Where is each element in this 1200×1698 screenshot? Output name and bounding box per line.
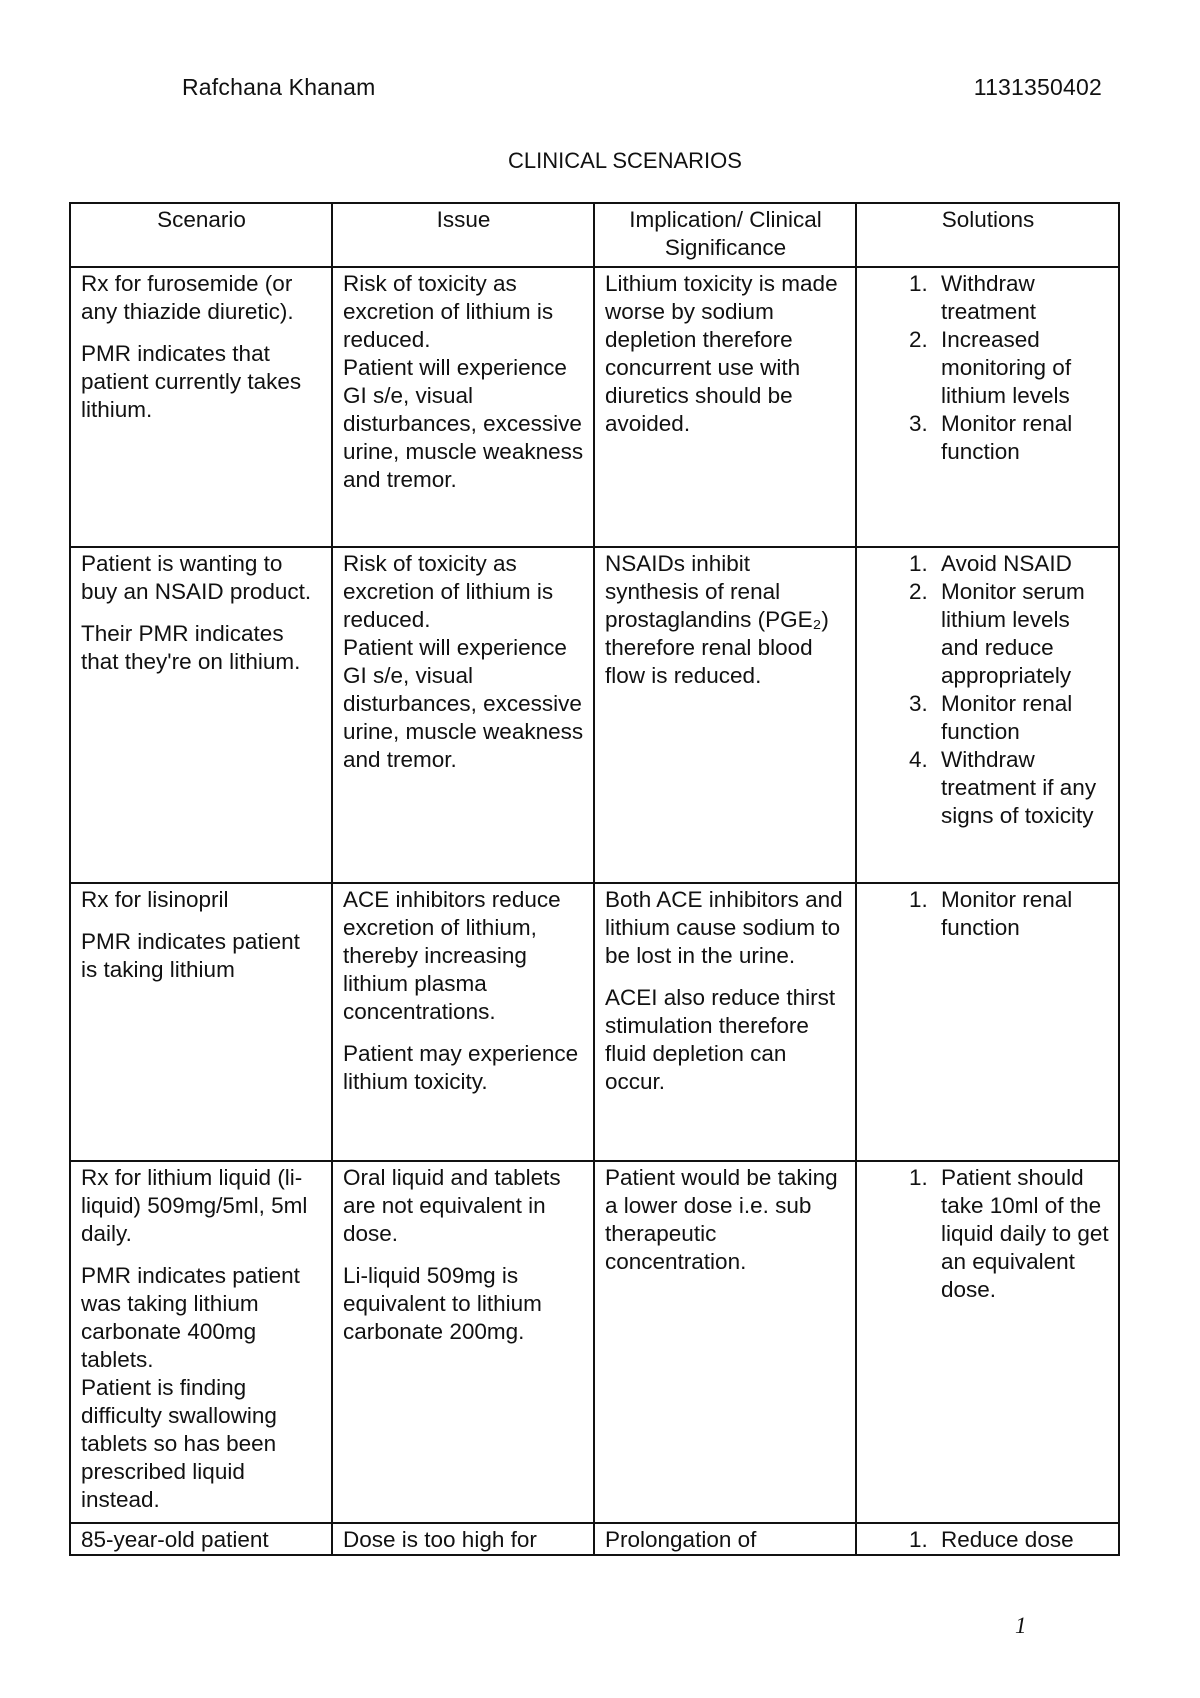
cell-issue	[332, 1161, 594, 1523]
cell-scenario	[70, 1523, 332, 1555]
list-item-text: Monitor serum lithium levels and reduce appropriately	[941, 579, 1085, 688]
list-item-number: 1.	[909, 1527, 928, 1552]
cell-paragraph: Li-liquid 509mg is equivalent to lithium carbonate 200mg.	[343, 1263, 542, 1344]
list-item-text: Patient should take 10ml of the liquid daily to get an equivalent dose.	[941, 1165, 1109, 1302]
list-item-text: Withdraw treatment	[941, 271, 1037, 324]
list-item-number: 2.	[909, 327, 928, 352]
list-item-number: 3.	[909, 691, 928, 716]
list-item	[867, 550, 1109, 578]
list-item	[867, 578, 1109, 690]
cell-paragraph: Oral liquid and tablets are not equivalent in dose.	[343, 1165, 561, 1246]
cell-solutions	[856, 883, 1119, 1161]
cell-paragraph: Patient is finding difficulty swallowing tablets so has been prescribed liquid instead.	[81, 1375, 277, 1512]
student-id: 1131350402	[973, 74, 1102, 100]
column-header-implication: Implication/ Clinical Significance	[594, 203, 856, 267]
table-row	[70, 1161, 1119, 1523]
solutions-list	[867, 550, 1109, 830]
list-item-text: Withdraw treatment if any signs of toxicity	[941, 747, 1097, 828]
cell-implication	[594, 267, 856, 547]
cell-paragraph: Risk of toxicity as excretion of lithium is reduced.	[343, 551, 554, 632]
list-item-text: Avoid NSAID	[941, 551, 1072, 576]
cell-solutions	[856, 1161, 1119, 1523]
solutions-list	[867, 1164, 1109, 1304]
cell-paragraph: Prolongation of	[605, 1527, 757, 1552]
list-item	[867, 746, 1109, 830]
cell-paragraph: NSAIDs inhibit synthesis of renal prostaglandins (PGE₂) therefore renal blood flow is reduced.	[605, 551, 829, 688]
cell-paragraph: Dose is too high for	[343, 1527, 537, 1552]
list-item-text: Monitor renal function	[941, 691, 1073, 744]
list-item-number: 1.	[909, 271, 928, 296]
list-item-number: 1.	[909, 551, 928, 576]
cell-paragraph: Patient will experience GI s/e, visual disturbances, excessive urine, muscle weakness and tremor.	[343, 355, 584, 492]
cell-paragraph: Rx for furosemide (or any thiazide diuretic).	[81, 271, 294, 324]
cell-paragraph: Risk of toxicity as excretion of lithium is reduced.	[343, 271, 554, 352]
cell-paragraph: 85-year-old patient	[81, 1527, 269, 1552]
table-row	[70, 1523, 1119, 1555]
cell-solutions	[856, 547, 1119, 883]
cell-paragraph: Rx for lithium liquid (li-liquid) 509mg/5ml, 5ml daily.	[81, 1165, 308, 1246]
solutions-list	[867, 270, 1109, 466]
cell-paragraph: ACE inhibitors reduce excretion of lithium, thereby increasing lithium plasma concentrations.	[343, 887, 561, 1024]
column-header-solutions: Solutions	[856, 203, 1119, 267]
list-item-number: 4.	[909, 747, 928, 772]
cell-paragraph: ACEI also reduce thirst stimulation therefore fluid depletion can occur.	[605, 985, 836, 1094]
list-item	[867, 270, 1109, 326]
cell-solutions	[856, 267, 1119, 547]
list-item	[867, 886, 1109, 942]
list-item-number: 3.	[909, 411, 928, 436]
cell-implication	[594, 1523, 856, 1555]
clinical-scenarios-table	[69, 202, 1120, 1556]
list-item	[867, 1164, 1109, 1304]
list-item	[867, 690, 1109, 746]
list-item	[867, 410, 1109, 466]
author-name: Rafchana Khanam	[182, 74, 376, 100]
list-item-number: 1.	[909, 887, 928, 912]
cell-paragraph: Both ACE inhibitors and lithium cause sodium to be lost in the urine.	[605, 887, 843, 968]
cell-paragraph: PMR indicates patient is taking lithium	[81, 929, 300, 982]
column-header-scenario: Scenario	[70, 203, 332, 267]
table-header-row	[70, 203, 1119, 267]
cell-paragraph: PMR indicates patient was taking lithium carbonate 400mg tablets.	[81, 1263, 300, 1372]
column-header-issue: Issue	[332, 203, 594, 267]
list-item	[867, 326, 1109, 410]
cell-paragraph: Patient may experience lithium toxicity.	[343, 1041, 579, 1094]
cell-paragraph: PMR indicates that patient currently takes lithium.	[81, 341, 302, 422]
cell-issue	[332, 267, 594, 547]
list-item-text: Reduce dose	[941, 1527, 1074, 1552]
page-title: CLINICAL SCENARIOS	[508, 148, 742, 173]
cell-paragraph: Lithium toxicity is made worse by sodium depletion therefore concurrent use with diuretics should be avoided.	[605, 271, 838, 436]
cell-scenario	[70, 267, 332, 547]
cell-scenario	[70, 883, 332, 1161]
cell-paragraph: Rx for lisinopril	[81, 887, 229, 912]
table-row	[70, 267, 1119, 547]
list-item	[867, 1526, 1109, 1554]
page-number: 1	[1015, 1613, 1027, 1638]
cell-paragraph: Their PMR indicates that they're on lithium.	[81, 621, 301, 674]
cell-issue	[332, 547, 594, 883]
cell-scenario	[70, 547, 332, 883]
table-row	[70, 883, 1119, 1161]
cell-paragraph: Patient will experience GI s/e, visual disturbances, excessive urine, muscle weakness and tremor.	[343, 635, 584, 772]
list-item-text: Increased monitoring of lithium levels	[941, 327, 1072, 408]
cell-solutions	[856, 1523, 1119, 1555]
cell-scenario	[70, 1161, 332, 1523]
cell-implication	[594, 1161, 856, 1523]
solutions-list	[867, 886, 1109, 942]
list-item-number: 2.	[909, 579, 928, 604]
cell-issue	[332, 1523, 594, 1555]
list-item-text: Monitor renal function	[941, 411, 1073, 464]
list-item-number: 1.	[909, 1165, 928, 1190]
cell-implication	[594, 883, 856, 1161]
solutions-list	[867, 1526, 1109, 1554]
table-row	[70, 547, 1119, 883]
cell-paragraph: Patient would be taking a lower dose i.e. sub therapeutic concentration.	[605, 1165, 838, 1274]
cell-issue	[332, 883, 594, 1161]
cell-paragraph: Patient is wanting to buy an NSAID product.	[81, 551, 312, 604]
list-item-text: Monitor renal function	[941, 887, 1073, 940]
cell-implication	[594, 547, 856, 883]
